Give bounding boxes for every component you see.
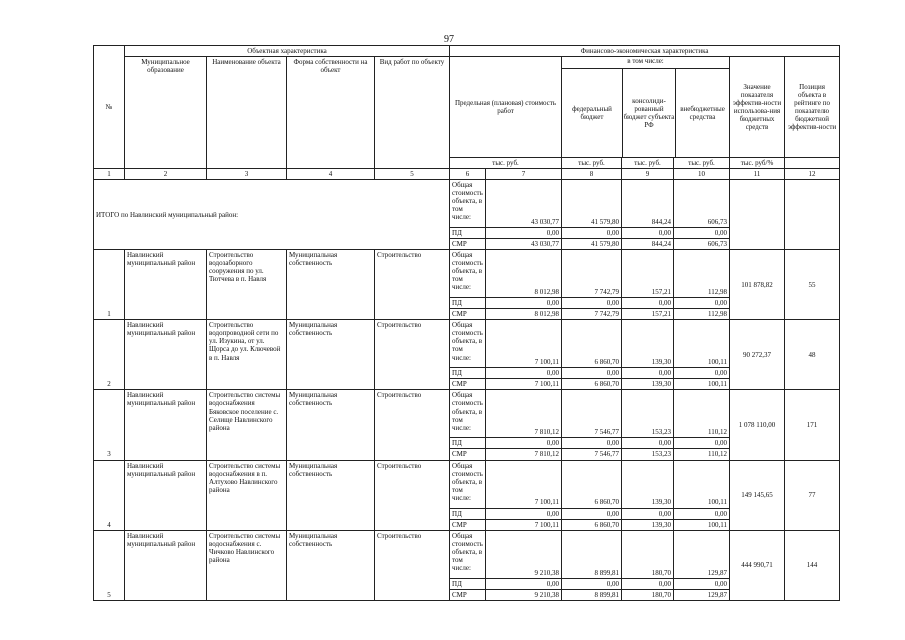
unit-extrabudget: тыс. руб.	[674, 158, 730, 169]
municipality: Навлинский муниципальный район	[125, 390, 207, 460]
value-c10: 129,87	[674, 589, 730, 600]
value-c10: 100,11	[674, 320, 730, 368]
column-number: 1	[94, 169, 125, 180]
value-c8: 7 546,77	[562, 390, 622, 438]
cost-kind: Общая стоимость объекта, в том числе:	[450, 460, 486, 508]
unit-rating	[785, 158, 840, 169]
value-c9: 0,00	[622, 438, 674, 449]
object-name: Строительство системы водоснабжения в п. Алтухово Навлинского района	[207, 460, 287, 530]
value-c9: 157,21	[622, 250, 674, 298]
total-row	[94, 180, 840, 228]
value-c10: 0,00	[674, 228, 730, 239]
value-c8: 0,00	[562, 508, 622, 519]
cost-kind: СМР	[450, 309, 486, 320]
value-c10: 112,98	[674, 309, 730, 320]
header-efficiency: Значение показателя эффектив-ности использова-ния бюджетных средств	[730, 57, 785, 158]
investment-table	[93, 45, 840, 601]
work-type: Строительство	[375, 530, 450, 600]
ownership: Муниципальная собственность	[287, 390, 375, 460]
efficiency-value: 90 272,37	[730, 320, 785, 390]
work-type: Строительство	[375, 250, 450, 320]
value-c8: 0,00	[562, 228, 622, 239]
column-number: 12	[785, 169, 840, 180]
unit-max-cost: тыс. руб.	[450, 158, 562, 169]
table-row	[94, 460, 840, 508]
cost-kind: ПД	[450, 578, 486, 589]
value-c8: 0,00	[562, 368, 622, 379]
value-c9: 139,30	[622, 460, 674, 508]
value-c8: 8 899,81	[562, 530, 622, 578]
value-c10: 0,00	[674, 578, 730, 589]
unit-federal: тыс. руб.	[562, 158, 622, 169]
value-c8: 6 860,70	[562, 519, 622, 530]
value-c7: 7 100,11	[486, 519, 562, 530]
value-c8: 6 860,70	[562, 320, 622, 368]
value-c10: 0,00	[674, 298, 730, 309]
value-c8: 6 860,70	[562, 460, 622, 508]
value-c7: 8 012,98	[486, 250, 562, 298]
total-label: ИТОГО по Навлинский муниципальный район:	[94, 180, 450, 250]
work-type: Строительство	[375, 460, 450, 530]
cost-kind: Общая стоимость объекта, в том числе:	[450, 250, 486, 298]
header-consolidated: консолиди-рованный бюджет субъекта РФ	[623, 69, 676, 157]
value-c9: 0,00	[622, 578, 674, 589]
value-c10: 110,12	[674, 390, 730, 438]
rating-value: 77	[785, 460, 840, 530]
value-c9: 139,30	[622, 519, 674, 530]
object-number: 5	[94, 530, 125, 600]
efficiency-value: 149 145,65	[730, 460, 785, 530]
value-c7: 8 012,98	[486, 309, 562, 320]
header-work-type: Вид работ по объекту	[375, 57, 450, 169]
value-c10: 100,11	[674, 379, 730, 390]
header-ownership: Форма собственности на объект	[287, 57, 375, 169]
column-number-row	[94, 169, 840, 180]
value-c7: 7 810,12	[486, 449, 562, 460]
value-c9: 157,21	[622, 309, 674, 320]
value-c7: 0,00	[486, 298, 562, 309]
cost-kind: Общая стоимость объекта, в том числе:	[450, 180, 486, 228]
object-number: 4	[94, 460, 125, 530]
value-c7: 43 030,77	[486, 180, 562, 228]
value-c10: 110,12	[674, 449, 730, 460]
table-row	[94, 390, 840, 438]
value-c7: 0,00	[486, 508, 562, 519]
value-c10: 112,98	[674, 250, 730, 298]
header-rating: Позиция объекта в рейтинге по показателю бюджетной эффектив-ности	[785, 57, 840, 158]
value-c9: 844,24	[622, 239, 674, 250]
municipality: Навлинский муниципальный район	[125, 530, 207, 600]
object-name: Строительство водозаборного сооружения по ул. Тютчева в п. Навля	[207, 250, 287, 320]
column-number: 2	[125, 169, 207, 180]
work-type: Строительство	[375, 390, 450, 460]
value-c8: 0,00	[562, 438, 622, 449]
value-c10: 0,00	[674, 368, 730, 379]
header-federal: федеральный бюджет	[562, 69, 623, 157]
value-c10: 606,73	[674, 180, 730, 228]
rating-value: 171	[785, 390, 840, 460]
cost-kind: СМР	[450, 239, 486, 250]
value-c9: 139,30	[622, 320, 674, 368]
page-number: 97	[444, 34, 454, 45]
municipality: Навлинский муниципальный район	[125, 460, 207, 530]
rating-value: 48	[785, 320, 840, 390]
efficiency-value: 1 078 110,00	[730, 390, 785, 460]
value-c10: 100,11	[674, 460, 730, 508]
value-c10: 0,00	[674, 508, 730, 519]
column-number: 4	[287, 169, 375, 180]
efficiency-value: 444 990,71	[730, 530, 785, 600]
cost-kind: СМР	[450, 589, 486, 600]
object-name: Строительство системы водоснабжения Бяковское поселение с. Селище Навлинского района	[207, 390, 287, 460]
object-name: Строительство водопроводной сети по ул. Изукина, от ул. Щорса до ул. Ключевой в п. Навля	[207, 320, 287, 390]
value-c8: 7 742,79	[562, 309, 622, 320]
value-c9: 0,00	[622, 508, 674, 519]
value-c9: 844,24	[622, 180, 674, 228]
value-c8: 6 860,70	[562, 379, 622, 390]
ownership: Муниципальная собственность	[287, 530, 375, 600]
value-c7: 9 210,38	[486, 530, 562, 578]
value-c7: 43 030,77	[486, 239, 562, 250]
value-c8: 8 899,81	[562, 589, 622, 600]
value-c9: 180,70	[622, 530, 674, 578]
efficiency-value: 101 878,82	[730, 250, 785, 320]
value-c7: 0,00	[486, 578, 562, 589]
cost-kind: СМР	[450, 519, 486, 530]
cost-kind: ПД	[450, 508, 486, 519]
unit-consolidated: тыс. руб.	[622, 158, 674, 169]
table-row	[94, 530, 840, 578]
value-c10: 606,73	[674, 239, 730, 250]
header-municipality: Муниципальное образование	[125, 57, 207, 169]
value-c9: 139,30	[622, 379, 674, 390]
ownership: Муниципальная собственность	[287, 460, 375, 530]
header-extrabudget: внебюджетные средства	[680, 105, 725, 122]
header-max-cost: Предельная (плановая) стоимость работ	[450, 57, 562, 158]
cost-kind: СМР	[450, 379, 486, 390]
municipality: Навлинский муниципальный район	[125, 250, 207, 320]
cost-kind: Общая стоимость объекта, в том числе:	[450, 530, 486, 578]
column-number: 8	[562, 169, 622, 180]
rating-value: 55	[785, 250, 840, 320]
value-c9: 180,70	[622, 589, 674, 600]
value-c7: 7 100,11	[486, 320, 562, 368]
value-c9: 153,23	[622, 449, 674, 460]
value-c7: 7 810,12	[486, 390, 562, 438]
table-row	[94, 320, 840, 368]
column-number: 9	[622, 169, 674, 180]
value-c9: 0,00	[622, 298, 674, 309]
rating-value: 144	[785, 530, 840, 600]
unit-efficiency: тыс. руб/%	[730, 158, 785, 169]
table-row	[94, 250, 840, 298]
value-c8: 41 579,80	[562, 180, 622, 228]
header-object-name: Наименование объекта	[207, 57, 287, 169]
cost-kind: ПД	[450, 228, 486, 239]
column-number: 11	[730, 169, 785, 180]
value-c10: 100,11	[674, 519, 730, 530]
cost-kind: СМР	[450, 449, 486, 460]
value-c7: 7 100,11	[486, 460, 562, 508]
value-c10: 0,00	[674, 438, 730, 449]
object-number: 3	[94, 390, 125, 460]
total-rating	[785, 180, 840, 250]
value-c7: 9 210,38	[486, 589, 562, 600]
value-c9: 0,00	[622, 368, 674, 379]
value-c8: 7 742,79	[562, 250, 622, 298]
municipality: Навлинский муниципальный район	[125, 320, 207, 390]
column-number: 6	[450, 169, 486, 180]
cost-kind: Общая стоимость объекта, в том числе:	[450, 320, 486, 368]
ownership: Муниципальная собственность	[287, 320, 375, 390]
object-number: 1	[94, 250, 125, 320]
work-type: Строительство	[375, 320, 450, 390]
value-c7: 0,00	[486, 368, 562, 379]
value-c7: 0,00	[486, 438, 562, 449]
total-efficiency	[730, 180, 785, 250]
object-number: 2	[94, 320, 125, 390]
value-c8: 0,00	[562, 298, 622, 309]
column-number: 7	[486, 169, 562, 180]
column-number: 5	[375, 169, 450, 180]
cost-kind: ПД	[450, 438, 486, 449]
value-c8: 41 579,80	[562, 239, 622, 250]
cost-kind: ПД	[450, 298, 486, 309]
header-including-block	[562, 57, 730, 158]
value-c8: 0,00	[562, 578, 622, 589]
ownership: Муниципальная собственность	[287, 250, 375, 320]
value-c7: 0,00	[486, 228, 562, 239]
header-object-group: Объектная характеристика	[125, 46, 450, 57]
cost-kind: Общая стоимость объекта, в том числе:	[450, 390, 486, 438]
header-no: №	[94, 46, 125, 169]
value-c7: 7 100,11	[486, 379, 562, 390]
object-name: Строительство системы водоснабжения с. Чичково Навлинского района	[207, 530, 287, 600]
value-c8: 7 546,77	[562, 449, 622, 460]
value-c9: 0,00	[622, 228, 674, 239]
column-number: 10	[674, 169, 730, 180]
value-c9: 153,23	[622, 390, 674, 438]
header-finance-group: Финансово-экономическая характеристика	[450, 46, 840, 57]
column-number: 3	[207, 169, 287, 180]
header-including: в том числе:	[562, 57, 729, 69]
value-c10: 129,87	[674, 530, 730, 578]
cost-kind: ПД	[450, 368, 486, 379]
